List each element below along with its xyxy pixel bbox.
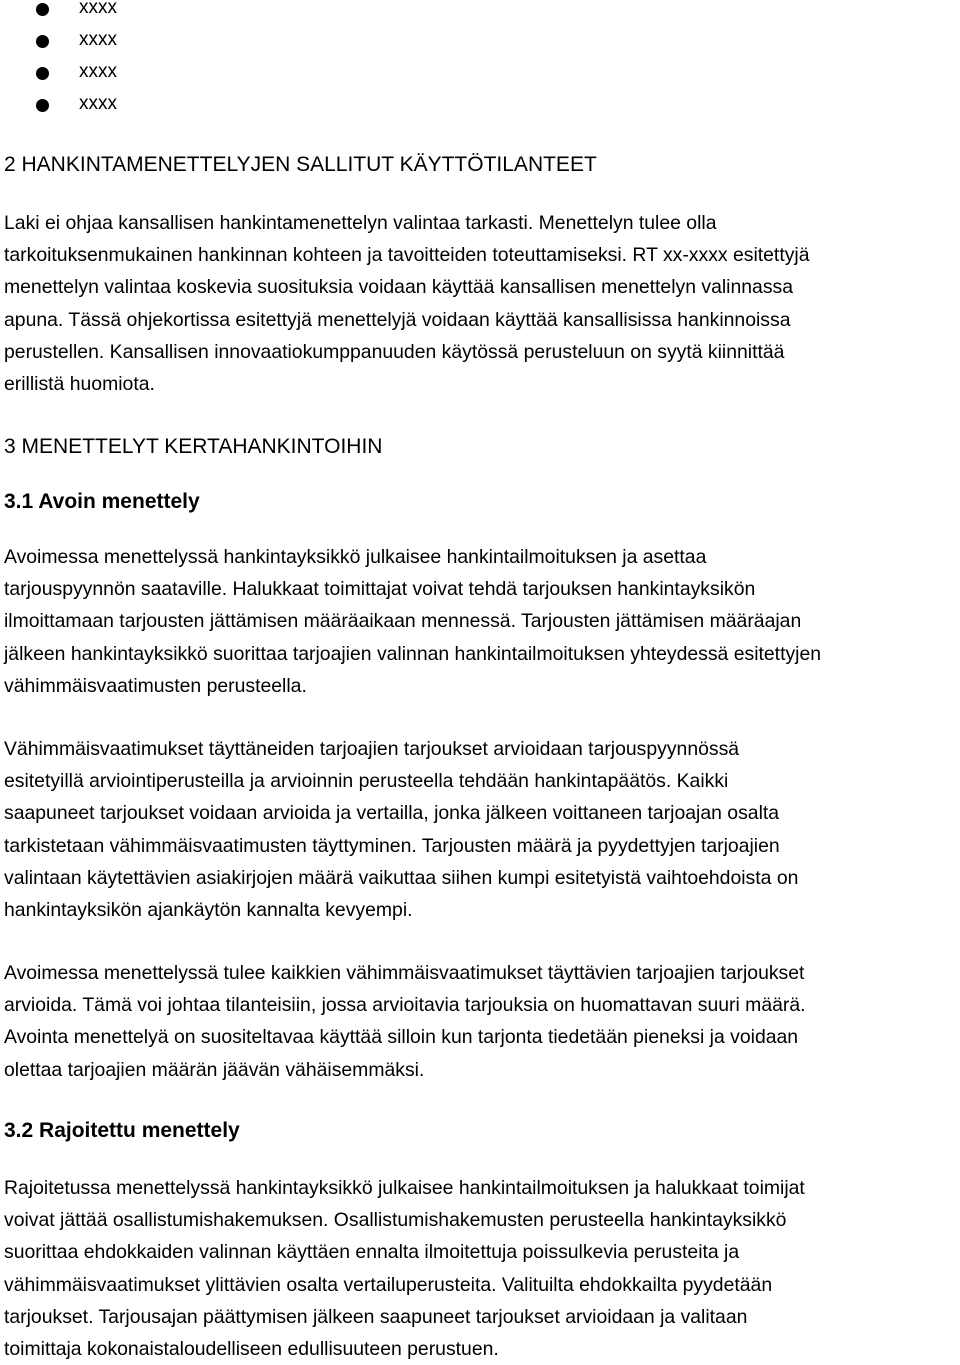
text-line: voivat jättää osallistumishakemuksen. Osallistumishakemusten perusteella hankintayksikkö — [4, 1209, 787, 1232]
text-line: Avointa menettelyä on suositeltavaa käyttää silloin kun tarjonta tiedetään pieneksi ja voidaan — [4, 1026, 799, 1049]
text-line: perustellen. Kansallisen innovaatiokumppanuuden käytössä perusteluun on syytä kiinnittää — [4, 340, 785, 363]
bullet-text: xxxx — [79, 61, 117, 82]
text-line: Laki ei ohjaa kansallisen hankintamenettelyn valintaa tarkasti. Menettelyn tulee olla — [4, 212, 717, 234]
text-line: hankintayksikön ajankäytön kannalta kevyempi. — [4, 899, 413, 922]
text-line: olettaa tarjoajien määrän jäävän vähäisemmäksi. — [4, 1058, 425, 1081]
text-line: tarkistetaan vähimmäisvaatimusten täyttyminen. Tarjousten määrä ja pyydettyjen tarjoajien — [4, 834, 780, 857]
text-line: tarkoituksenmukainen hankinnan kohteen ja tavoitteiden toteuttamiseksi. RT xx-xxxx esitettyjä — [4, 244, 810, 267]
text-line: arvioida. Tämä voi johtaa tilanteisiin, jossa arvioitavia tarjouksia on huomattavan suuri määrä. — [4, 994, 806, 1017]
bullet-icon — [36, 67, 49, 80]
text-line: tarjouspyynnön saataville. Halukkaat toimittajat voivat tehdä tarjouksen hankintayksikön — [4, 578, 756, 601]
bullet-icon — [36, 3, 49, 16]
section-3-2-paragraph-1 — [4, 1172, 954, 1365]
section-3-1-paragraph-2 — [4, 733, 954, 926]
bullet-list — [0, 0, 400, 128]
bullet-icon — [36, 99, 49, 112]
text-line: jälkeen hankintayksikkö suorittaa tarjoajien valinnan hankintailmoituksen yhteydessä esitettyjen — [4, 642, 822, 665]
text-line: tarjoukset. Tarjousajan päättymisen jälkeen saapuneet tarjoukset arvioidaan ja valitaan — [4, 1305, 748, 1328]
text-line: vähimmäisvaatimukset ylittävien osalta vertailuperusteita. Valituilta ehdokkailta pyydetään — [4, 1273, 773, 1296]
text-line: esitetyillä arviointiperusteilla ja arvioinnin perusteella tehdään hankintapäätös. Kaikki — [4, 770, 729, 793]
text-line: toimittaja kokonaistaloudelliseen edullisuuteen perustuen. — [4, 1338, 499, 1361]
text-line: suorittaa ehdokkaiden valinnan käyttäen ennalta ilmoitettuja poissulkevia perusteita ja — [4, 1241, 740, 1264]
section-2-heading: 2 HANKINTAMENETTELYJEN SALLITUT KÄYTTÖTILANTEET — [4, 153, 597, 176]
section-3-heading: 3 MENETTELYT KERTAHANKINTOIHIN — [4, 435, 383, 458]
text-line: valintaan käytettävien asiakirjojen määrä vaikuttaa siihen kumpi esitetyistä vaihtoehdoista on — [4, 866, 799, 889]
text-line: saapuneet tarjoukset voidaan arvioida ja vertailla, jonka jälkeen voittaneen tarjoajan osalta — [4, 802, 780, 825]
text-line: apuna. Tässä ohjekortissa esitettyjä menettelyjä voidaan käyttää kansallisissa hankinnoissa — [4, 308, 791, 331]
section-3-1-heading: 3.1 Avoin menettely — [4, 490, 200, 513]
list-item — [0, 61, 400, 96]
section-3-1-paragraph-1 — [4, 541, 954, 702]
bullet-text: xxxx — [79, 29, 117, 50]
section-2-paragraph — [4, 207, 954, 400]
text-line: Vähimmäisvaatimukset täyttäneiden tarjoajien tarjoukset arvioidaan tarjouspyynnössä — [4, 738, 740, 760]
list-item — [0, 29, 400, 64]
text-line: erillistä huomiota. — [4, 373, 155, 396]
text-line: vähimmäisvaatimusten perusteella. — [4, 674, 307, 697]
text-line: menettelyn valintaa koskevia suosituksia voidaan käyttää kansallisen menettelyn valinnassa — [4, 276, 793, 299]
text-line: Avoimessa menettelyssä tulee kaikkien vähimmäisvaatimukset täyttävien tarjoajien tarjoukset — [4, 962, 805, 984]
list-item — [0, 0, 400, 32]
text-line: Avoimessa menettelyssä hankintayksikkö julkaisee hankintailmoituksen ja asettaa — [4, 546, 707, 568]
bullet-text: xxxx — [79, 93, 117, 114]
bullet-text: xxxx — [79, 0, 117, 18]
bullet-icon — [36, 35, 49, 48]
text-line: ilmoittamaan tarjousten jättämisen määräaikaan mennessä. Tarjousten jättämisen määräajan — [4, 610, 802, 633]
section-3-2-heading: 3.2 Rajoitettu menettely — [4, 1119, 240, 1142]
list-item — [0, 93, 400, 128]
section-3-1-paragraph-3 — [4, 957, 954, 1086]
text-line: Rajoitetussa menettelyssä hankintayksikkö julkaisee hankintailmoituksen ja halukkaat toimijat — [4, 1177, 805, 1199]
